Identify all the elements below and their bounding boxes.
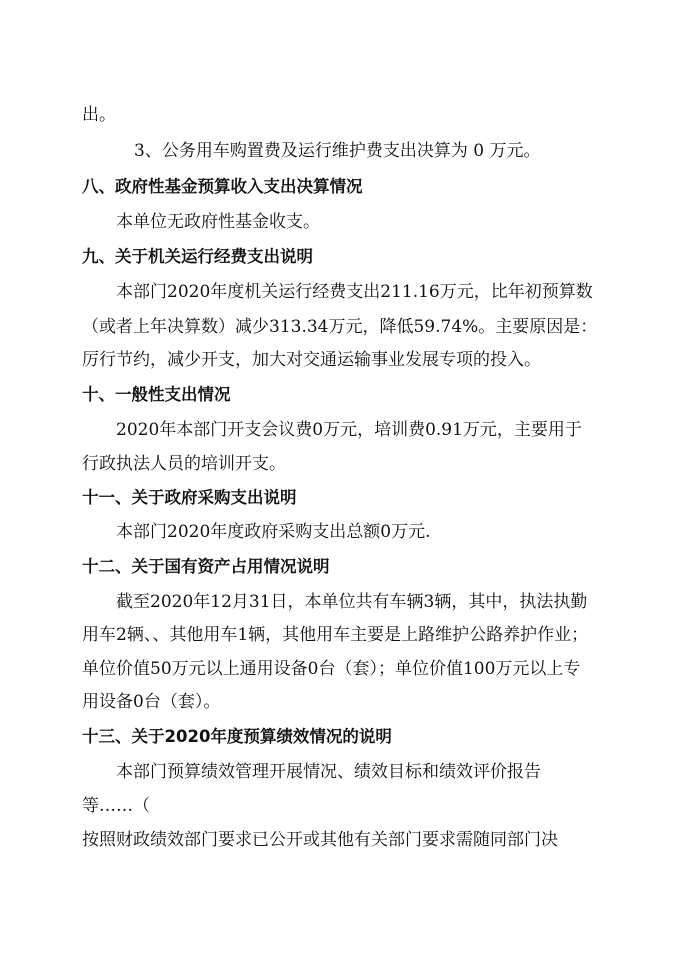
paragraph-line: 用车2辆、、其他用车1辆，其他用车主要是上路维护公路养护作业； <box>82 625 589 645</box>
paragraph-line: 单位价值50万元以上通用设备0台（套）；单位价值100万元以上专 <box>82 659 581 679</box>
paragraph-line: 本部门预算绩效管理开展情况、绩效目标和绩效评价报告 <box>116 762 541 782</box>
paragraph-line: 本部门2020年度机关运行经费支出211.16万元，比年初预算数 <box>116 282 593 302</box>
section-heading-10: 十、一般性支出情况 <box>82 385 231 404</box>
paragraph-line: 3、公务用车购置费及运行维护费支出决算为 0 万元。 <box>134 141 541 161</box>
paragraph-line: 等……（ <box>82 796 150 816</box>
section-heading-9: 九、关于机关运行经费支出说明 <box>82 247 313 266</box>
paragraph-line: 厉行节约，减少开支，加大对交通运输事业发展专项的投入。 <box>82 350 541 370</box>
paragraph-line: 截至2020年12月31日，本单位共有车辆3辆，其中，执法执勤 <box>116 592 588 612</box>
paragraph-line: 用设备0台（套）。 <box>82 692 221 712</box>
section-heading-11: 十一、关于政府采购支出说明 <box>82 488 297 507</box>
paragraph-line: （或者上年决算数）减少313.34万元，降低59.74%。主要原因是： <box>82 317 598 337</box>
paragraph-line: 2020年本部门开支会议费0万元，培训费0.91万元，主要用于 <box>116 420 582 440</box>
paragraph-line: 行政执法人员的培训开支。 <box>82 454 286 474</box>
section-heading-13: 十三、关于2020年度预算绩效情况的说明 <box>82 727 392 746</box>
section-heading-8: 八、政府性基金预算收入支出决算情况 <box>82 177 363 196</box>
paragraph-line: 按照财政绩效部门要求已公开或其他有关部门要求需随同部门决 <box>82 830 558 850</box>
section-heading-12: 十二、关于国有资产占用情况说明 <box>82 557 330 576</box>
paragraph-line: 本单位无政府性基金收支。 <box>116 212 320 232</box>
paragraph-line: 出。 <box>82 105 116 125</box>
paragraph-line: 本部门2020年度政府采购支出总额0万元. <box>116 522 431 542</box>
